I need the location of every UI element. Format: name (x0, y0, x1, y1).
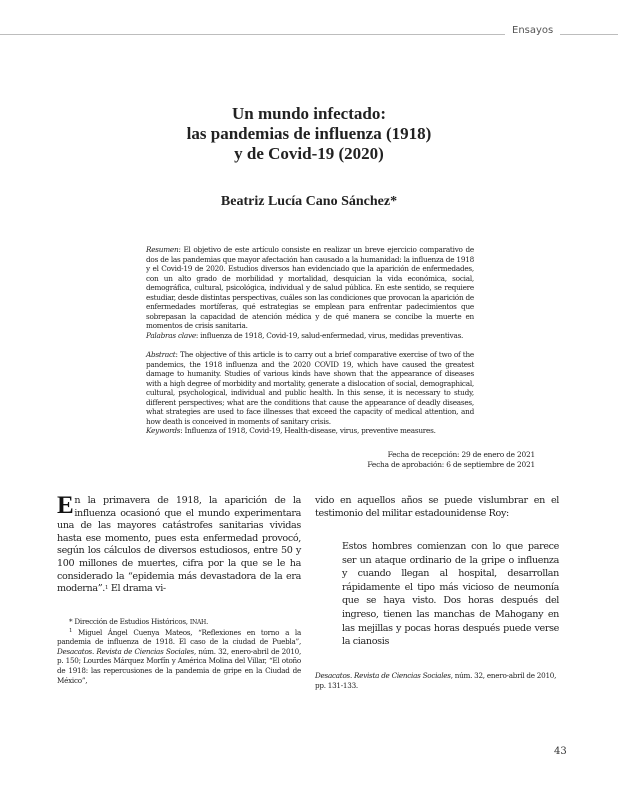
footnote-author (57, 617, 301, 628)
keywords-label: Keywords (146, 426, 181, 435)
title-line-2: las pandemias de influenza (1918) (186, 124, 432, 143)
palabras-clave-label: Palabras clave (146, 330, 196, 340)
body-left-tail: El drama vi- (108, 583, 166, 595)
body-right-text: vido en aquellos años se puede vislumbrar en el testimonio del militar estadounidense Roy: (315, 495, 559, 519)
dates-block (367, 450, 535, 470)
resumen-paragraph (146, 245, 474, 331)
drop-cap: E (57, 492, 74, 519)
footnote-1-text-a: Miguel Ángel Cuenya Mateos, “Reflexiones en torno a la pandemia de influenza de 1918. El caso de la ciudad de Puebla”, (57, 627, 301, 647)
footnote-1-mark: 1 (69, 627, 73, 634)
title-line-3: y de Covid-19 (2020) (234, 144, 384, 163)
section-label: Ensayos (512, 25, 554, 36)
body-left-text: n la primavera de 1918, la aparición de la influenza ocasionó que el mundo experimentara una de las mayores catástrofes sanitarias vividas hasta ese momento, pues esta enfermedad provocó, según los cálculos de diversos estudiosos, entre 50 y 100 millones de muertes, cifra por la que se le ha considerado la “epidemia más devastadora de la era moderna”. (57, 495, 301, 595)
palabras-clave (146, 331, 474, 341)
header-rule-left (0, 34, 505, 35)
footnotes (57, 617, 301, 685)
footnote-1-journal: Desacatos. Revista de Ciencias Sociales (57, 646, 194, 656)
keywords-text: : Influenza of 1918, Covid-19, Health-disease, virus, preventive measures. (180, 426, 436, 435)
footnote-author-end: . (206, 617, 209, 626)
resumen-label: Resumen (146, 245, 179, 254)
body-column-left (57, 492, 301, 596)
title-line-1: Un mundo infectado: (232, 104, 386, 123)
footnote-ref-1[interactable]: 1 (104, 585, 109, 592)
page-number: 43 (554, 746, 567, 757)
abstract-text: : The objective of this article is to carry out a brief comparative exercise of two of the pandemics, the 1918 influenza and the 2020 COVID 19, which have caused the greatest damage to humanity. Studies of various kinds have shown that the appearance of diseases with a high degree of morbidity and mortality, generate a dislocation of social, demographical, cultural, psychological, individual and public health. In this sense, it is necessary to study, different perspectives; what are the conditions that cause the appearance of deadly diseases, what strategies are used to face illnesses that exceed the capacity of medical attention, and how death is conceived in moments of sanitary crisis. (146, 350, 474, 426)
footnote-1-text-b: , núm. 32, enero-abril de 2010, p. 150; Lourdes Márquez Morfín y América Molina del Villar, “El otoño de 1918: las repercusiones de la pandemia de gripe en la Ciudad de México”, (57, 646, 301, 685)
author-name: Beatriz Lucía Cano Sánchez* (220, 194, 398, 209)
reception-date: Fecha de recepción: 29 de enero de 2021 (387, 450, 535, 459)
palabras-clave-text: : influenza de 1918, Covid-19, salud-enfermedad, virus, medidas preventivas. (195, 330, 464, 340)
footnote-cont-journal: Desacatos. Revista de Ciencias Sociales (315, 671, 451, 680)
footnote-1-continued (315, 671, 559, 690)
article-title (0, 104, 618, 164)
header-rule-right (560, 34, 618, 35)
resumen-text: : El objetivo de este artículo consiste en realizar un breve ejercicio comparativo de dos de las pandemias que mayor afectación han causado a la humanidad: la influenza de 1918 y el Covid-19 de 2020. Estudios diversos han evidenciado que la aparición de enfermedades, con un alto grado de morbilidad y mortalidad, desquician la vida económica, social, demográfica, cultural, psicológica, individual y de salud pública. En este sentido, se requiere estudiar, desde distintas perspectivas, cuáles son las condiciones que provocan la aparición de enfermedades mortíferas, qué estrategias se emplean para enfrentar padecimientos que sobrepasan la capacidad de atención médica y de qué manera se concibe la muerte en momentos de crisis sanitaria. (146, 245, 474, 330)
abstract-label: Abstract (146, 350, 176, 359)
footnote-author-text: * Dirección de Estudios Históricos, (69, 617, 190, 626)
body-column-right (315, 495, 559, 520)
approval-date: Fecha de aprobación: 6 de septiembre de 2021 (367, 460, 535, 469)
block-quote: Estos hombres comienzan con lo que parece ser un ataque ordinario de la gripe o influenza y cuando llegan al hospital, desarrollan rápidamente el tipo más vicioso de neumonía que se haya visto. Dos horas después del ingreso, tienen las manchas de Mahogany en las mejillas y pocas horas después puede verse la cianosis (342, 541, 559, 648)
footnote-1 (57, 628, 301, 686)
abstract-block (146, 350, 474, 436)
footnote-author-inst: INAH (189, 619, 207, 626)
footnote-cont-text: , núm. 32, enero-abril de 2010, pp. 131-133. (315, 671, 557, 690)
resumen-block (146, 245, 474, 340)
abstract-paragraph (146, 350, 474, 426)
keywords (146, 426, 474, 436)
